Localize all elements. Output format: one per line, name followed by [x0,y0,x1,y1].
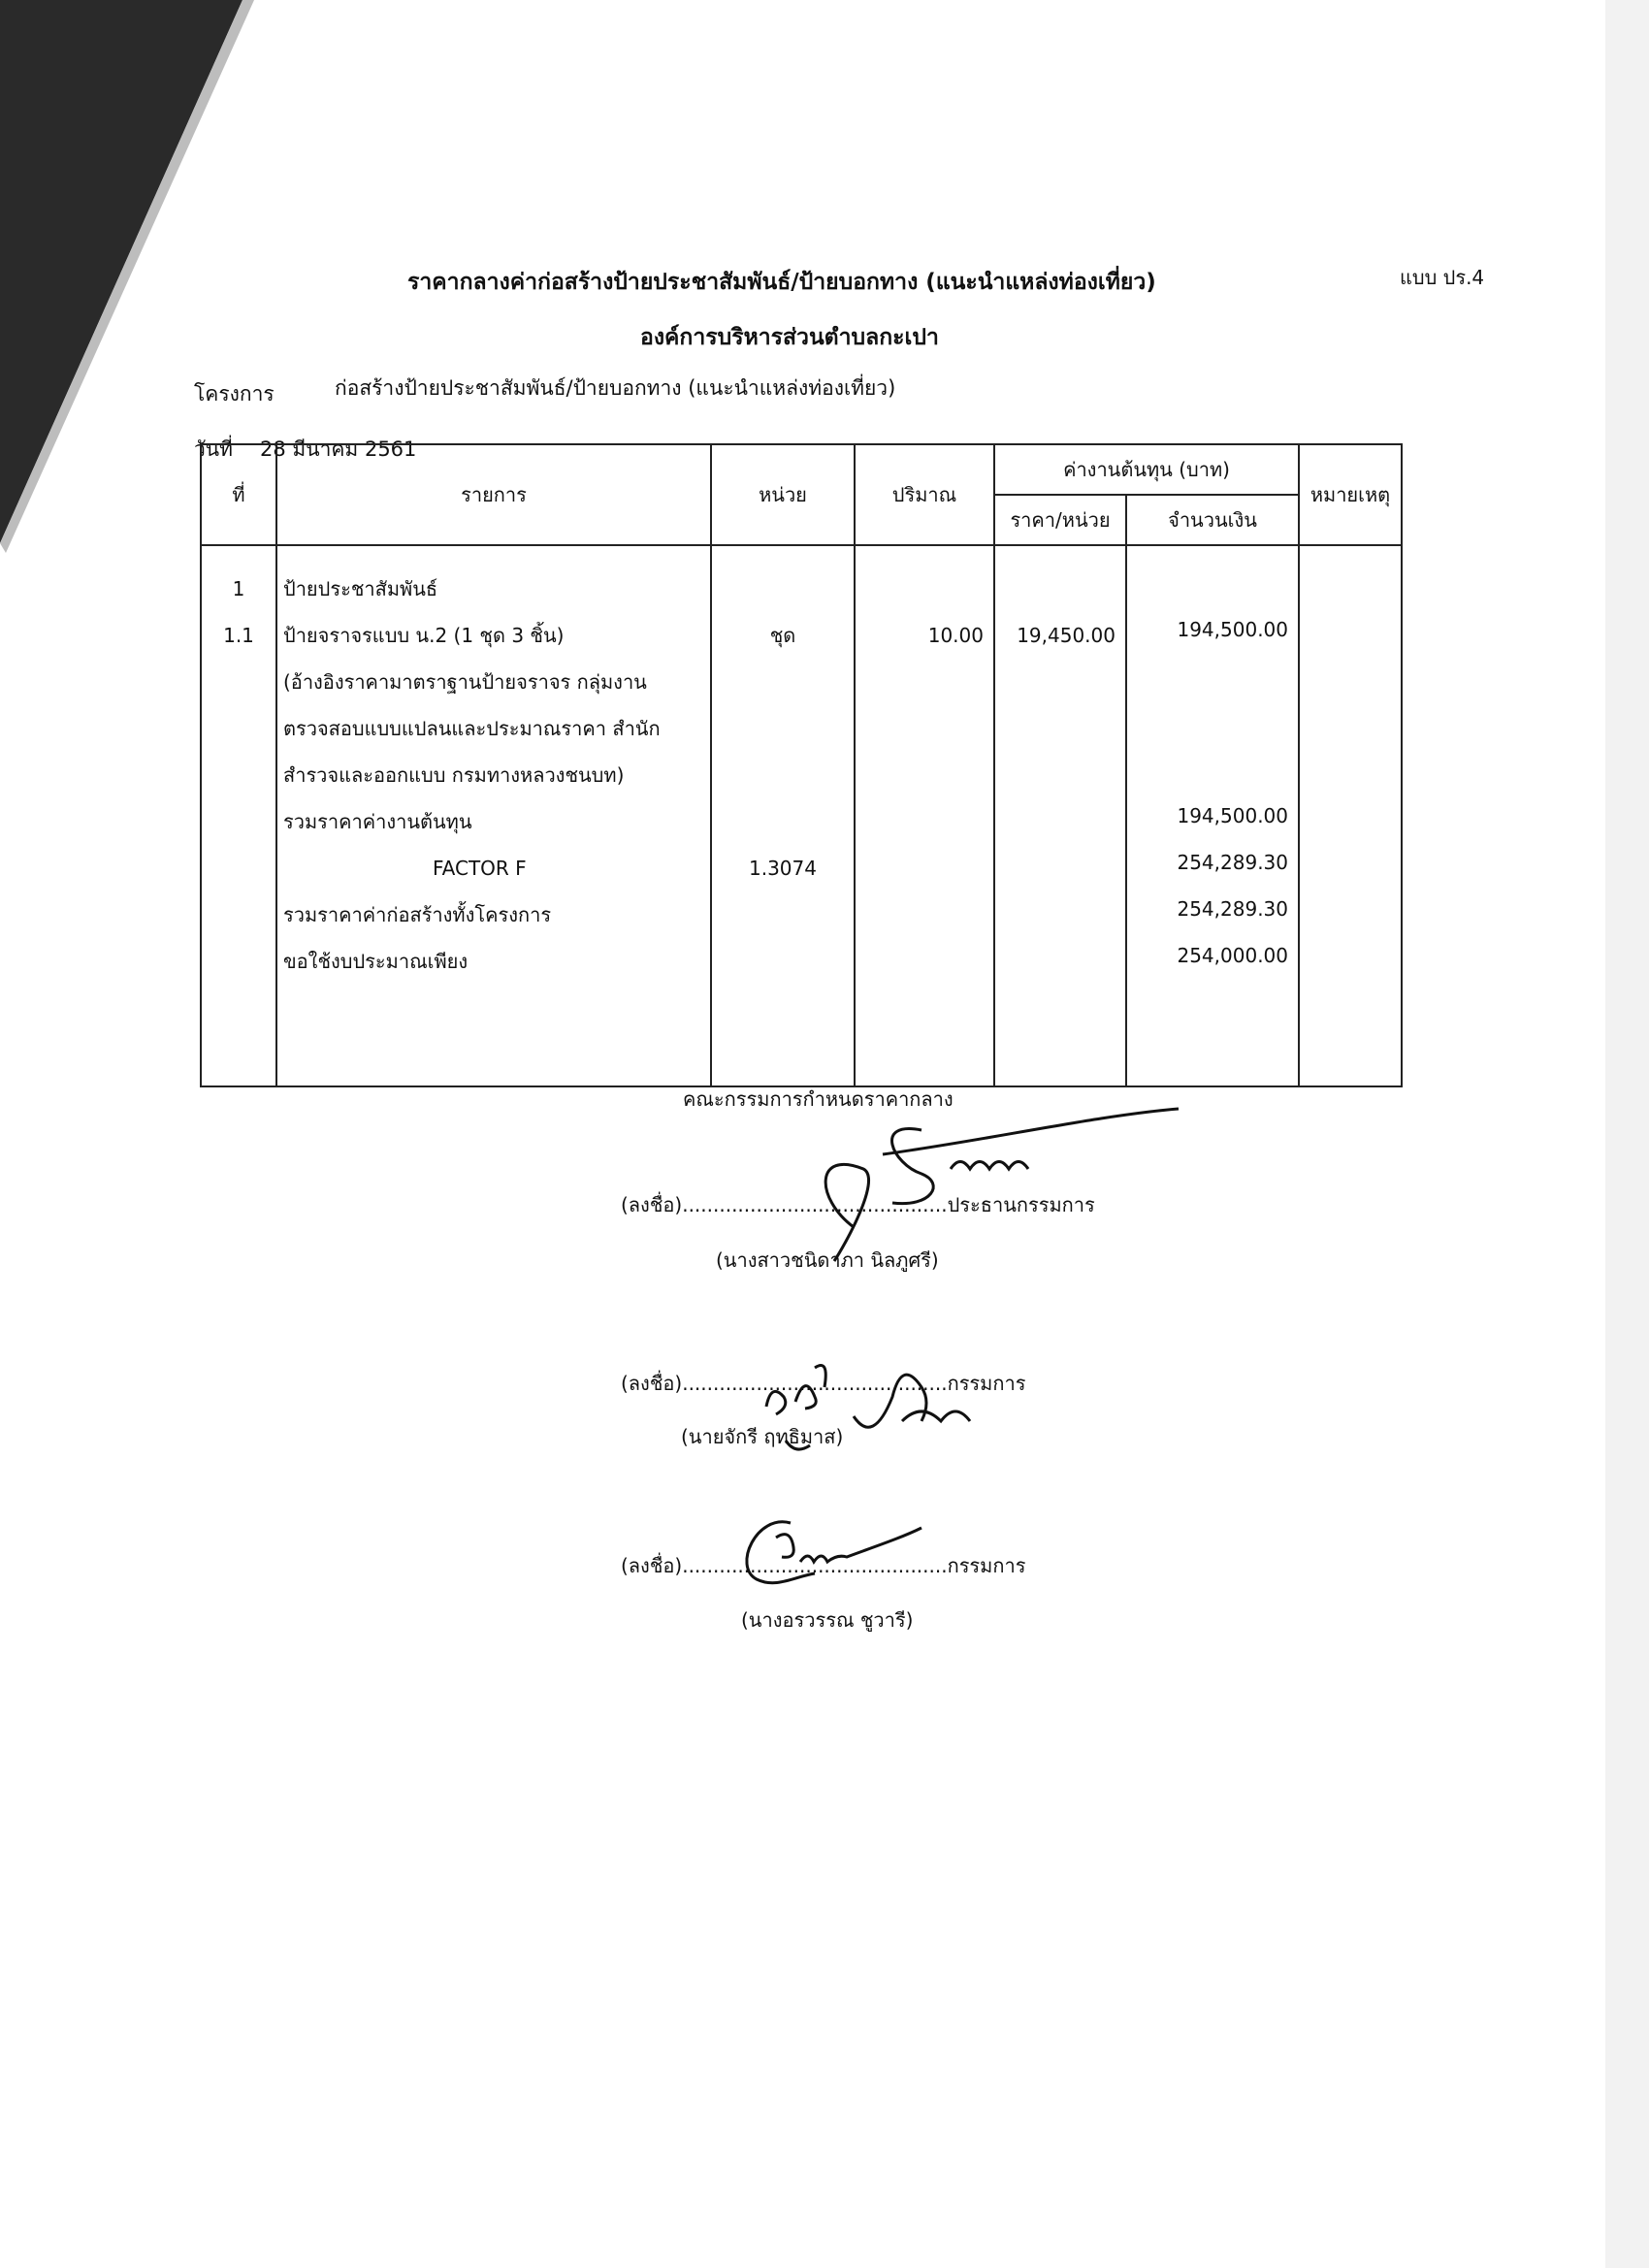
table-cell: 10.00 [927,624,984,647]
date-value: 28 มีนาคม 2561 [260,437,417,461]
cost-table [200,443,1403,1087]
handwritten-signature-chair [776,1082,1183,1266]
column-unit-price [994,545,1126,1086]
handwritten-signature-member-1 [737,1319,1048,1455]
table-cell: 194,500.00 [1177,618,1288,641]
project-value: ก่อสร้างป้ายประชาสัมพันธ์/ป้ายบอกทาง (แนะนำแหล่งท่องเที่ยว) [335,376,896,400]
table-cell: 254,000.00 [1177,944,1288,967]
column-item [276,545,711,1086]
column-unit [711,545,855,1086]
header-unit: หน่วย [711,444,855,545]
handwritten-signature-member-2 [718,1494,931,1601]
column-amount [1126,545,1299,1086]
signatory-name-chair: (นางสาวชนิดาภา นิลภูศรี) [716,1248,939,1272]
table-cell: ขอใช้งบประมาณเพียง [283,950,469,973]
table-cell: 254,289.30 [1177,897,1288,921]
table-cell: ป้ายจราจรแบบ น.2 (1 ชุด 3 ชิ้น) [283,624,565,647]
document-title: ราคากลางค่าก่อสร้างป้ายประชาสัมพันธ์/ป้ายบอกทาง (แนะนำแหล่งท่องเที่ยว) [407,270,1156,295]
table-cell: ตรวจสอบแบบแปลนและประมาณราคา สำนัก [283,717,661,740]
organization-name: องค์การบริหารส่วนตำบลกะเปา [640,325,939,350]
table-cell: 1 [232,577,245,600]
table-cell: 1.3074 [749,857,817,880]
table-cell: รวมราคาค่าก่อสร้างทั้งโครงการ [283,903,552,926]
table-cell: ป้ายประชาสัมพันธ์ [283,577,438,600]
form-code: แบบ ปร.4 [1400,266,1485,289]
table-cell: ชุด [769,624,796,647]
table-cell: FACTOR F [433,857,527,880]
table-cell: รวมราคาค่างานต้นทุน [283,810,472,833]
header-remark: หมายเหตุ [1299,444,1402,545]
signature-line-chair: (ลงชื่อ)...........................................ประธานกรรมการ [621,1193,1095,1216]
header-unit-price: ราคา/หน่วย [994,495,1126,545]
header-item: รายการ [276,444,711,545]
table-cell: 19,450.00 [1017,624,1116,647]
signature-line-member-1: (ลงชื่อ)...........................................กรรมการ [621,1372,1026,1395]
column-remark [1299,545,1402,1086]
project-label: โครงการ [194,382,275,405]
table-cell: (อ้างอิงราคามาตราฐานป้ายจราจร กลุ่มงาน [283,670,647,694]
header-cost-group: ค่างานต้นทุน (บาท) [994,444,1299,495]
table-cell: สำรวจและออกแบบ กรมทางหลวงชนบท) [283,763,625,787]
committee-title: คณะกรรมการกำหนดราคากลาง [683,1087,954,1111]
header-quantity: ปริมาณ [855,444,994,545]
signatory-name-member-1: (นายจักรี ฤทธิมาส) [681,1425,844,1448]
column-no [201,545,276,1086]
table-cell: 194,500.00 [1177,804,1288,827]
signatory-name-member-2: (นางอรวรรณ ชูวารี) [741,1608,914,1632]
header-no: ที่ [201,444,276,545]
header-amount: จำนวนเงิน [1126,495,1299,545]
signature-line-member-2: (ลงชื่อ)...........................................กรรมการ [621,1554,1026,1577]
column-quantity [855,545,994,1086]
table-cell: 254,289.30 [1177,851,1288,874]
table-cell: 1.1 [223,624,254,647]
date-label: วันที่ [194,437,233,461]
